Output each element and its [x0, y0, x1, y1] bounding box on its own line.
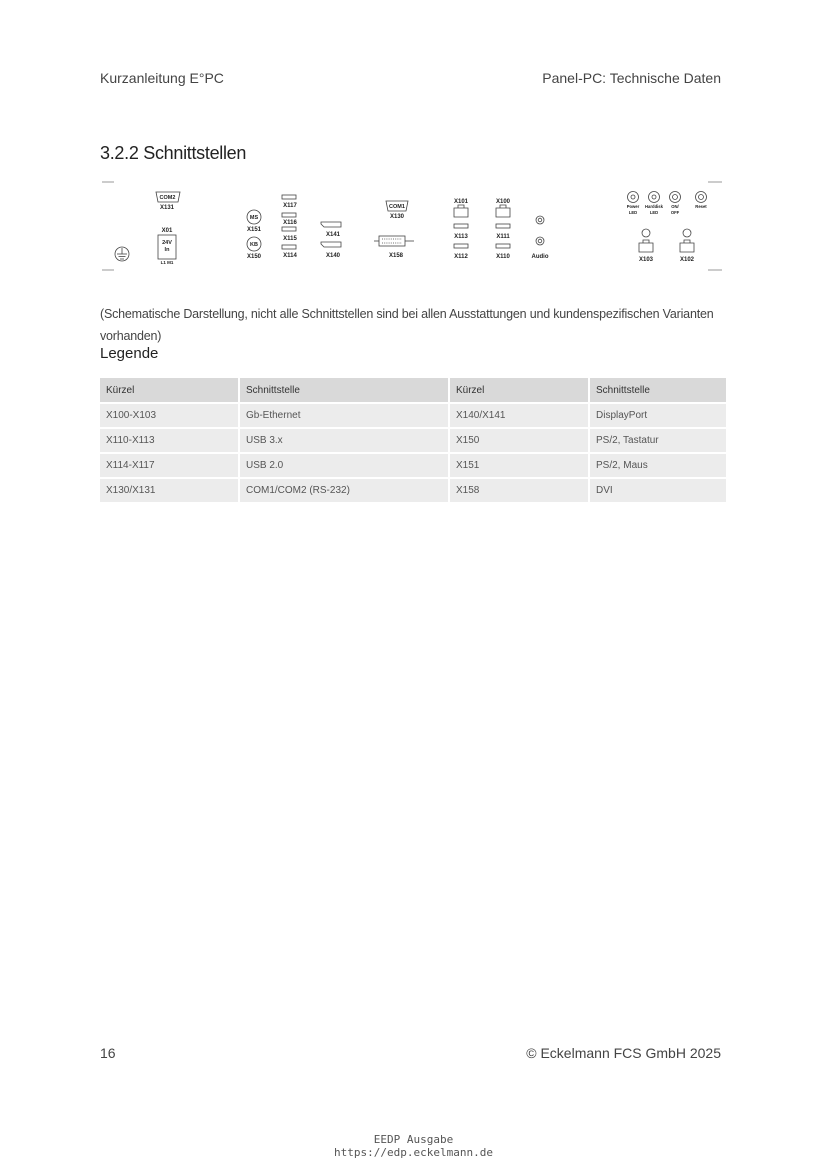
psu-pins-label: L1 M1 — [160, 260, 174, 265]
eedp-url-link[interactable]: https://edp.eckelmann.de — [334, 1146, 493, 1159]
ground-icon — [115, 247, 129, 261]
com2-label: COM2 — [159, 195, 176, 201]
x114-label: X114 — [283, 253, 297, 259]
table-row — [100, 428, 727, 453]
hdd-led-label-1: Harddisk — [645, 204, 663, 209]
x102-label: X102 — [679, 257, 695, 263]
table-cell: X140/X141 — [449, 403, 589, 428]
page-header-right: Panel-PC: Technische Daten — [542, 70, 721, 86]
table-cell: PS/2, Tastatur — [589, 428, 727, 453]
legend-header-row — [100, 378, 727, 403]
x100-label: X100 — [495, 199, 511, 205]
usb3-x113-icon — [454, 224, 468, 228]
ethernet-x103-icon — [639, 229, 653, 252]
legend-header-schnittstelle-2: Schnittstelle — [589, 378, 727, 403]
power-led-label-2: LED — [628, 210, 638, 215]
table-cell: X158 — [449, 478, 589, 502]
table-cell: X151 — [449, 453, 589, 478]
x115-label: X115 — [283, 236, 297, 242]
x151-label: X151 — [246, 227, 262, 233]
page-number: 16 — [100, 1045, 116, 1061]
x01-label: X01 — [161, 228, 173, 234]
page-header-left: Kurzanleitung E°PC — [100, 70, 224, 86]
audio-jack-icons — [536, 216, 544, 245]
section-title: 3.2.2 Schnittstellen — [100, 143, 247, 163]
x140-label: X140 — [325, 253, 341, 259]
table-cell: COM1/COM2 (RS-232) — [239, 478, 449, 502]
table-row — [100, 453, 727, 478]
usb3-x110-icon — [496, 244, 510, 248]
x116-label: X116 — [283, 220, 297, 226]
ms-label: MS — [249, 215, 259, 221]
x131-label: X131 — [159, 205, 175, 211]
onoff-label-1: ON/ — [671, 204, 679, 209]
ethernet-x102-icon — [680, 229, 694, 252]
com1-label: COM1 — [389, 204, 405, 210]
copyright-notice: © Eckelmann FCS GmbH 2025 — [526, 1045, 721, 1061]
table-cell: PS/2, Maus — [589, 453, 727, 478]
displayport-x141-icon — [321, 222, 341, 227]
hdd-led-label-2: LED — [649, 210, 659, 215]
x113-label: X113 — [454, 234, 468, 240]
ethernet-x101-icon — [454, 205, 468, 217]
displayport-x140-icon — [321, 242, 341, 247]
table-cell: DVI — [589, 478, 727, 502]
x103-label: X103 — [638, 257, 654, 263]
legend-header-kuerzel-1: Kürzel — [100, 378, 239, 403]
table-cell: USB 3.x — [239, 428, 449, 453]
x111-label: X111 — [496, 234, 510, 240]
table-cell: USB 2.0 — [239, 453, 449, 478]
legend-table — [100, 378, 728, 502]
psu-24v-label: 24V — [162, 240, 172, 246]
eedp-footer — [0, 1133, 827, 1159]
legend-header-kuerzel-2: Kürzel — [449, 378, 589, 403]
x150-label: X150 — [246, 254, 262, 260]
table-cell: X150 — [449, 428, 589, 453]
psu-in-label: In — [164, 247, 170, 253]
power-led-label-1: Power — [626, 204, 640, 209]
x101-label: X101 — [453, 199, 469, 205]
usb3-x111-icon — [496, 224, 510, 228]
table-cell: X130/X131 — [100, 478, 239, 502]
table-cell: X114-X117 — [100, 453, 239, 478]
usb3-x112-icon — [454, 244, 468, 248]
table-row — [100, 403, 727, 428]
table-cell: DisplayPort — [589, 403, 727, 428]
table-cell: X100-X103 — [100, 403, 239, 428]
x117-label: X117 — [283, 203, 297, 209]
front-led-button-icons — [628, 192, 707, 203]
table-cell: Gb-Ethernet — [239, 403, 449, 428]
table-cell: X110-X113 — [100, 428, 239, 453]
reset-label: Reset — [695, 204, 707, 209]
ethernet-x100-icon — [496, 205, 510, 217]
x141-label: X141 — [325, 232, 341, 238]
x110-label: X110 — [496, 254, 510, 260]
interfaces-schematic — [100, 178, 728, 274]
legend-header-schnittstelle-1: Schnittstelle — [239, 378, 449, 403]
x158-label: X158 — [388, 253, 404, 259]
x112-label: X112 — [454, 254, 468, 260]
interfaces-diagram — [100, 178, 728, 274]
legend-title: Legende — [100, 345, 159, 362]
x130-label: X130 — [389, 214, 405, 220]
kb-label: KB — [250, 242, 258, 248]
dvi-port-icon — [374, 236, 414, 246]
table-row — [100, 478, 727, 502]
audio-label: Audio — [531, 254, 549, 260]
eedp-edition-label: EEDP Ausgabe — [373, 1133, 454, 1146]
corner-marks — [102, 182, 722, 270]
diagram-caption: (Schematische Darstellung, nicht alle Schnittstellen sind bei allen Ausstattungen und kundenspezifischen Varianten vorhanden) — [100, 306, 714, 343]
onoff-label-2: OFF — [670, 210, 680, 215]
